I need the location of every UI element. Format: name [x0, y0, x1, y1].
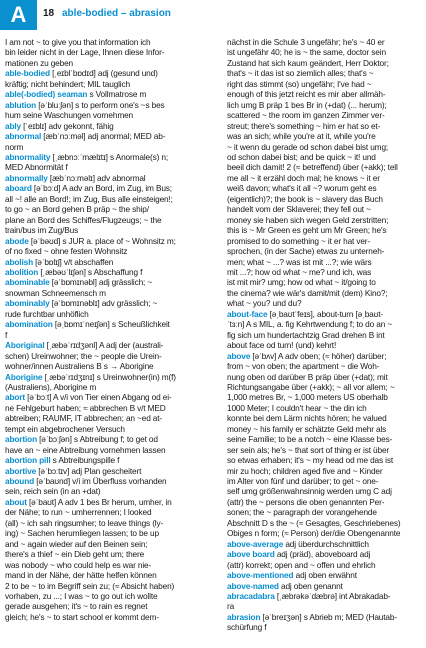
dictionary-entry-continued	[227, 37, 416, 309]
headword: about-face	[227, 308, 268, 319]
headword: abortion	[5, 434, 37, 445]
entry-line: this is ~ Mr Green es geht um Mr Green; he's	[227, 225, 387, 236]
headword: above board	[227, 549, 275, 560]
entry-line	[5, 257, 194, 267]
entry-text: [əˈbluːʃən] s to perform one's ~s bes	[36, 99, 165, 110]
headword: abortive	[5, 465, 37, 476]
entry-line	[5, 100, 194, 110]
entry-line: mit ...?; how od what ~ me? und ich, was	[227, 266, 372, 277]
entry-line: gleich; he's ~ to start school er kommt dem-	[5, 611, 159, 622]
entry-line	[227, 309, 416, 319]
entry-line: f	[5, 329, 8, 340]
entry-line: abtreiben; RAUMF, IT abbrechen; an ~ed at-	[5, 413, 163, 424]
entry-line: the cinema? wie wär's damit/mit (dem) Kino?;	[227, 287, 388, 298]
page-number: 18	[43, 8, 55, 19]
entry-line	[5, 183, 194, 193]
entry-line: (eigentlich)?; the book is ~ slavery das Buch	[227, 193, 383, 204]
headword: abolition	[5, 266, 39, 277]
entry-line	[5, 392, 194, 402]
entry-line: 1,000 metres Br, ~ 1,000 meters US oberhalb	[227, 392, 388, 403]
entry-line: tempt ein abgebrochener Versuch	[5, 423, 125, 434]
entry-line	[227, 612, 416, 622]
entry-line: norm	[5, 141, 24, 152]
headword: abominable	[5, 277, 50, 288]
entry-line: all ~! alle an Bord!; im Zug, Bus alle einsteigen!;	[5, 193, 173, 204]
entry-line: schen) Ureinwohner; the ~ people die Urein-	[5, 350, 162, 361]
dictionary-entry-above-named	[227, 581, 416, 591]
entry-text: [əˈbɔːd] A adv an Bord, im Zug, im Bus;	[31, 183, 172, 194]
entry-line: sein, reich sein (in an +dat)	[5, 486, 101, 497]
entry-line: Obiges n form; (≈ Person) der/die Obengenannte	[227, 528, 401, 539]
headword: abolish	[5, 256, 33, 267]
entry-line	[5, 89, 194, 99]
dictionary-entry-able-bodied	[5, 68, 194, 89]
dictionary-entry-above	[227, 351, 416, 539]
entry-line: fig sich um hundertachtzig Grad drehen B int	[227, 329, 385, 340]
entry-line: mationen zu geben	[5, 57, 74, 68]
dictionary-entry-aborigine	[5, 372, 194, 393]
dictionary-entry-above-mentioned	[227, 570, 416, 580]
entry-line: ~ it wenn du gerade od schon dabei bist umg;	[227, 141, 389, 152]
entry-line: right das stimmt (so) ungefähr; I've had ~	[227, 78, 372, 89]
headword: abnormal	[5, 131, 42, 142]
entry-text: [æbˈnɔːməl] adj anormal; MED ab-	[41, 131, 166, 142]
dictionary-entry-abracadabra	[227, 591, 416, 612]
entry-line: sprochen, (in der Sache) etwas zu unterneh-	[227, 246, 385, 257]
dictionary-entry-abnormality	[5, 152, 194, 173]
entry-line: mir zu hoch; children aged five and ~ Kinder	[227, 465, 383, 476]
entry-text: [əˈbɔːt] A v/i von Tier einen Abgang od ei-	[25, 392, 172, 403]
dictionary-entry-aboriginal	[5, 340, 194, 371]
entry-line	[5, 277, 194, 287]
entry-line: snowman Schneemensch m	[5, 287, 106, 298]
headword: able(-bodied) seaman	[5, 89, 88, 100]
entry-line	[227, 570, 416, 580]
entry-line: nung oben od darüber B präp über (+dat); mit	[227, 371, 388, 382]
dictionary-entry-abolish	[5, 257, 194, 267]
dictionary-entry-about	[5, 497, 194, 622]
headword: aboard	[5, 183, 32, 194]
entry-text: adj oben erwähnt	[293, 570, 357, 581]
entry-line: was an sich; while you're at it, while you're	[227, 131, 376, 142]
dictionary-entry-abrasion	[227, 612, 416, 633]
entry-line: (attr) korrekt; open and ~ offen und ehrlich	[227, 559, 376, 570]
entry-line: have an ~ eine Abtreibung vornehmen lassen	[5, 444, 166, 455]
entry-text: [əˈbaʊt] A adv 1 bes Br herum, umher, in	[26, 496, 172, 507]
entry-text: [əˈbɔːtɪv] adj Plan gescheitert	[36, 465, 142, 476]
dictionary-entry-continued	[5, 37, 194, 68]
entry-line: bin leider nicht in der Lage, Ihnen diese Infor-	[5, 47, 165, 58]
entry-line: from ~ von oben; the apartment ~ die Woh-	[227, 361, 380, 372]
entry-line: seine Familie; to be a notch ~ eine Klasse bes-	[227, 434, 393, 445]
entry-line	[5, 340, 194, 350]
entry-text: [əˈbɔːʃən] s Abtreibung f; to get od	[36, 434, 158, 445]
entry-line: I am not ~ to give you that information ich	[5, 37, 151, 47]
entry-line	[5, 497, 194, 507]
entry-line	[5, 131, 194, 141]
entry-line: money ~ his family er schätzte Geld mehr als	[227, 423, 387, 434]
entry-line: ne Fehlgeburt haben; ≈ abbrechen B v/t MED	[5, 402, 166, 413]
entry-text: [əˈbɒmɪnəblɪ] adv grässlich; ~	[49, 298, 158, 309]
dictionary-entry-abomination	[5, 319, 194, 340]
headword: above	[227, 350, 251, 361]
dictionary-entry-abnormal	[5, 131, 194, 152]
entry-line: sonen; the ~ paragraph der vorangehende	[227, 507, 377, 518]
headword: ably	[5, 120, 22, 131]
entry-text: s Abtreibungspille f	[50, 455, 120, 466]
entry-line: gerade ausgehen; it's ~ to rain es regnet	[5, 601, 148, 612]
dictionary-entry-ablution	[5, 100, 194, 121]
dictionary-entry-ably	[5, 121, 194, 131]
entry-line: 2 to be ~ to im Begriff sein zu; (≈ Absicht haben)	[5, 580, 175, 591]
entry-text: [əˈbɒmɪnəbl] adj grässlich; ~	[49, 277, 153, 288]
entry-line	[5, 121, 194, 131]
entry-line: (attr) the ~ persons die oben genannten Per-	[227, 496, 385, 507]
headword: abrasion	[227, 611, 261, 622]
entry-line: ing) ~ Sachen herumliegen lassen; to be up	[5, 528, 159, 539]
entry-text: s Vollmatrose m	[87, 89, 147, 100]
entry-line: enough of this jetzt reicht es mir aber allmäh-	[227, 89, 386, 100]
entry-line: nächst in die Schule 3 ungefähr; he's ~ 40 er	[227, 37, 385, 47]
entry-text: [əˈbɒlɪʃ] v/t abschaffen	[33, 256, 114, 267]
entry-line	[5, 267, 194, 277]
headword: abnormally	[5, 172, 48, 183]
entry-line: of no fixed ~ ohne festen Wohnsitz	[5, 246, 128, 257]
entry-text: [əˈbreɪʒən] s Abrieb m; MED (Hautab-	[260, 611, 397, 622]
entry-line: im Alter von fünf und darüber; to get ~ one-	[227, 476, 379, 487]
entry-line: so etwas erhaben; it's ~ my head od me das ist	[227, 455, 394, 466]
dictionary-entry-abnormally	[5, 173, 194, 183]
entry-line: beeil dich damit! 2 (≈ betreffend) über (+akk); tell	[227, 162, 398, 173]
section-letter-tab: A	[0, 0, 37, 30]
entry-text: [əˈbaʊnd] v/i im Überfluss vorhanden	[34, 476, 167, 487]
entry-line: about face od turn! (und) kehrt!	[227, 340, 337, 351]
entry-line	[5, 152, 194, 162]
dictionary-entry-abortive	[5, 466, 194, 476]
headword: Aborigine	[5, 371, 43, 382]
entry-line: Zustand hat sich kaum geändert, Herr Doktor;	[227, 57, 389, 68]
left-column	[5, 37, 194, 622]
entry-line	[5, 434, 194, 444]
entry-line	[5, 455, 194, 465]
entry-line: scattered ~ the room im ganzen Zimmer ver-	[227, 110, 385, 121]
entry-text: adj oben genannt	[278, 580, 343, 591]
dictionary-entry-abolition	[5, 267, 194, 277]
entry-line: schürfung f	[227, 622, 267, 633]
headword: abomination	[5, 319, 53, 330]
entry-text: [ˌæbəʊˈlɪʃən] s Abschaffung f	[38, 266, 143, 277]
entry-line: od schon dabei bist; and be quick ~ it! und	[227, 151, 376, 162]
entry-line	[227, 591, 416, 601]
headword: Aboriginal	[5, 340, 45, 351]
headword: above-average	[227, 538, 284, 549]
entry-text: [ˌeɪblˈbɒdɪd] adj (gesund und)	[49, 68, 158, 79]
entry-line: train/bus im Zug/Bus	[5, 225, 79, 236]
entry-line: rude furchtbar unhöflich	[5, 308, 89, 319]
entry-text: [əˌbaʊtˈfeɪs], about-turn [əˌbaʊt-	[267, 308, 383, 319]
headword: abode	[5, 235, 29, 246]
entry-line: money sie haben sich wegen Geld zerstritten;	[227, 214, 389, 225]
dictionary-entry-abound	[5, 476, 194, 497]
entry-line: that's ~ it das ist so ziemlich alles; that's ~	[227, 68, 374, 79]
dictionary-entry-abortion	[5, 434, 194, 455]
entry-line: plane an Bord des Schiffes/Flugzeugs; ~ the	[5, 214, 162, 225]
entry-line: der Nähe; to run ~ umherrennen; I looked	[5, 507, 152, 518]
entry-line	[5, 319, 194, 329]
dictionary-entry-aboard	[5, 183, 194, 235]
entry-line: promised to do something ~ it er hat ver-	[227, 235, 371, 246]
entry-line	[5, 372, 194, 382]
entry-line: streut; there's something ~ him er hat so et-	[227, 120, 381, 131]
entry-text: adj (präd), aboveboard adj	[274, 549, 371, 560]
entry-line: Abschnitt D s the ~ (≈ Gesagtes, Geschriebenes)	[227, 517, 401, 528]
entry-line: was nobody ~ who could help es war nie-	[5, 559, 152, 570]
entry-line: to go ~ an Bord gehen B präp ~ the ship/	[5, 204, 149, 215]
entry-line	[5, 173, 194, 183]
headword: above-mentioned	[227, 570, 294, 581]
entry-line: ser sein als; he's ~ that sort of thing er ist über	[227, 444, 390, 455]
entry-line: vorhaben, zu ...; I was ~ to go out ich wollte	[5, 591, 158, 602]
entry-line: kräftig; nicht behindert; MIL tauglich	[5, 78, 130, 89]
entry-text: [æbˈnɔːməlɪ] adv abnormal	[47, 172, 146, 183]
entry-line: what ~ you? und du?	[227, 298, 302, 309]
entry-text: [əˈbʌv] A adv oben; (≈ höher) darüber;	[250, 350, 387, 361]
entry-line: and ~ again wieder auf den Beinen sein;	[5, 538, 148, 549]
entry-line: hum seine Waschungen vornehmen	[5, 110, 134, 121]
page-header	[0, 0, 426, 30]
entry-line	[5, 476, 194, 486]
dictionary-entry-abortion-pill	[5, 455, 194, 465]
entry-line: Richtungsangabe über (+akk); ~ all vor allem; ~	[227, 381, 395, 392]
entry-text: [ˌæbrəkəˈdæbrə] int Abrakadab-	[274, 591, 391, 602]
entry-text: [ˌæbəˈrɪdʒɪnɪ] s Ureinwohner(in) m(f)	[42, 371, 176, 382]
entry-line: 1000 Meter; I couldn't hear ~ the din ich	[227, 402, 367, 413]
entry-line: MED Abnormität f	[5, 162, 68, 173]
entry-line: ˈtɜːn] A s MIL, a. fig Kehrtwendung f; to do an ~	[227, 319, 393, 330]
entry-line: lich umg B präp 1 bes Br in (+dat) (... herum);	[227, 99, 387, 110]
entry-text: [ˈeɪblɪ] adv gekonnt, fähig	[21, 120, 114, 131]
running-head: able-bodied – abrasion	[62, 8, 171, 19]
entry-line	[227, 539, 416, 549]
headword: ablution	[5, 99, 37, 110]
entry-line: self umg größenwahnsinnig werden umg C adj	[227, 486, 392, 497]
headword: abominably	[5, 298, 50, 309]
entry-line: konnte bei dem Lärm nichts hören; he valued	[227, 413, 387, 424]
headword: above-named	[227, 580, 279, 591]
headword: abound	[5, 476, 35, 487]
dictionary-entry-above-average	[227, 539, 416, 549]
headword: about	[5, 496, 27, 507]
entry-line: ist ungefähr 40; he is ~ the same, doctor sein	[227, 47, 386, 58]
dictionary-entry-above-board	[227, 549, 416, 570]
headword: able-bodied	[5, 68, 50, 79]
entry-line: there's a thief ~ ein Dieb geht um; there	[5, 549, 145, 560]
entry-text: [ˌæbnɔːˈmælɪtɪ] s Anormale(s) n;	[50, 151, 168, 162]
dictionary-entry-abode	[5, 236, 194, 257]
entry-line	[5, 236, 194, 246]
entry-text: adj überdurchschnittlich	[283, 538, 369, 549]
entry-line: ist mit mir? umg; how od what ~ it/going to	[227, 277, 376, 288]
headword: abort	[5, 392, 25, 403]
entry-line: (Australiens), Aborigine m	[5, 381, 97, 392]
entry-line: weiß davon; what's it all ~? worum geht es	[227, 183, 377, 194]
entry-line	[5, 298, 194, 308]
headword: abnormality	[5, 151, 51, 162]
entry-line	[227, 351, 416, 361]
entry-line: men; what ~ ...? was ist mit ...?; wie wärs	[227, 256, 372, 267]
entry-line: handelt vom der Sklaverei; they fell out ~	[227, 204, 371, 215]
dictionary-entry-able-bodied-seaman	[5, 89, 194, 99]
headword: abortion pill	[5, 455, 51, 466]
entry-text: [ˌæbəˈrɪdʒənl] A adj der (australi-	[44, 340, 164, 351]
entry-line	[5, 68, 194, 78]
entry-line	[227, 549, 416, 559]
dictionary-entry-abominable	[5, 277, 194, 298]
entry-line: me all ~ it erzähl doch mal; he knows ~ it er	[227, 172, 380, 183]
entry-text: [əˈbəʊd] s JUR a. place of ~ Wohnsitz m;	[28, 235, 176, 246]
entry-line: ra	[227, 601, 235, 612]
entry-line	[5, 466, 194, 476]
headword: abracadabra	[227, 591, 275, 602]
dictionary-entry-abominably	[5, 298, 194, 319]
right-column	[227, 37, 416, 633]
entry-line	[227, 581, 416, 591]
entry-line: wohner/innen Australiens B s → Aborigine	[5, 361, 154, 372]
entry-line: mand in der Nähe, der hätte helfen können	[5, 570, 157, 581]
dictionary-entry-about-face	[227, 309, 416, 351]
dictionary-entry-abort	[5, 392, 194, 434]
entry-line: (all) ~ ich sah ringsumher; to leave things (ly-	[5, 517, 164, 528]
entry-text: [əˌbɒmɪˈneɪʃən] s Scheußlichkeit	[52, 319, 170, 330]
